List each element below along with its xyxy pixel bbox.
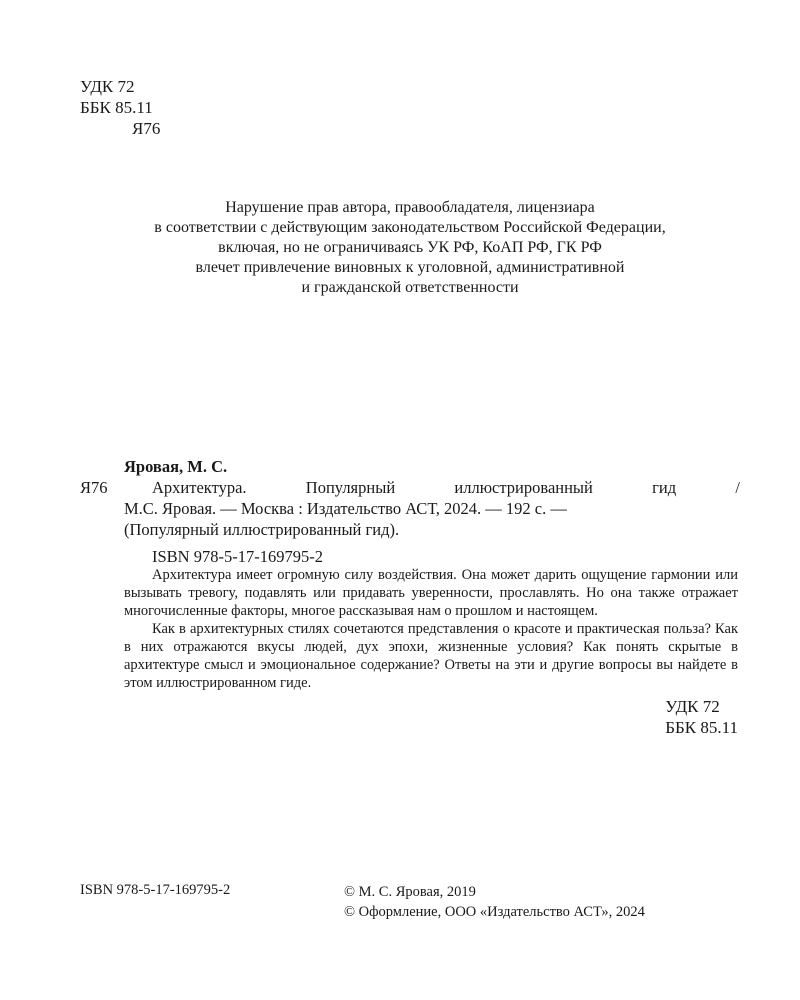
author-mark: Я76 xyxy=(132,119,161,138)
record-publication: М.С. Яровая. — Москва : Издательство АСТ, 2024. — 192 с. — xyxy=(124,499,567,518)
classification-codes-top xyxy=(80,76,160,139)
record-author: Яровая, М. С. xyxy=(124,457,228,476)
legal-notice xyxy=(60,198,760,298)
bibliographic-record xyxy=(80,456,740,567)
copyright-design: © Оформление, ООО «Издательство АСТ», 2024 xyxy=(344,904,645,920)
record-isbn: ISBN 978-5-17-169795-2 xyxy=(152,547,323,566)
legal-notice-line: в соответствии с действующим законодательством Российской Федерации, xyxy=(154,219,666,236)
udk-code: УДК 72 xyxy=(80,77,135,96)
classification-codes-bottom xyxy=(665,696,738,738)
udk-code: УДК 72 xyxy=(665,697,720,716)
bbk-code: ББК 85.11 xyxy=(80,98,153,117)
legal-notice-line: и гражданской ответственности xyxy=(301,279,519,296)
copyright-author: © М. С. Яровая, 2019 xyxy=(344,884,476,900)
bbk-code: ББК 85.11 xyxy=(665,718,738,737)
annotation-paragraph: Архитектура имеет огромную силу воздействия. Она может дарить ощущение гармонии или вызывать тревогу, подавлять или придавать уверенности, прославлять. Но она также отражает многочисленные факторы, многое рассказывая нам о прошлом и настоящем. xyxy=(124,567,738,619)
legal-notice-line: включая, но не ограничиваясь УК РФ, КоАП РФ, ГК РФ xyxy=(218,239,602,256)
record-title-row xyxy=(80,477,740,498)
footer-isbn: ISBN 978-5-17-169795-2 xyxy=(80,882,231,898)
record-author-mark: Я76 xyxy=(80,478,108,497)
legal-notice-line: влечет привлечение виновных к уголовной, административной xyxy=(195,259,625,276)
record-title: Архитектура. Популярный иллюстрированный гид / xyxy=(152,478,740,497)
legal-notice-line: Нарушение прав автора, правообладателя, лицензиара xyxy=(225,199,595,216)
annotation-paragraph: Как в архитектурных стилях сочетаются представления о красоте и практическая польза? Как в них отражаются вкусы людей, дух эпохи, жизненные условия? Как понять скрытые в архитектуре смысл и эмоциональное содержание? Ответы на эти и другие вопросы вы найдете в этом иллюстрированном гиде. xyxy=(124,621,738,691)
record-series: (Популярный иллюстрированный гид). xyxy=(124,520,400,539)
copyright-block xyxy=(344,882,645,922)
annotation xyxy=(124,566,738,692)
